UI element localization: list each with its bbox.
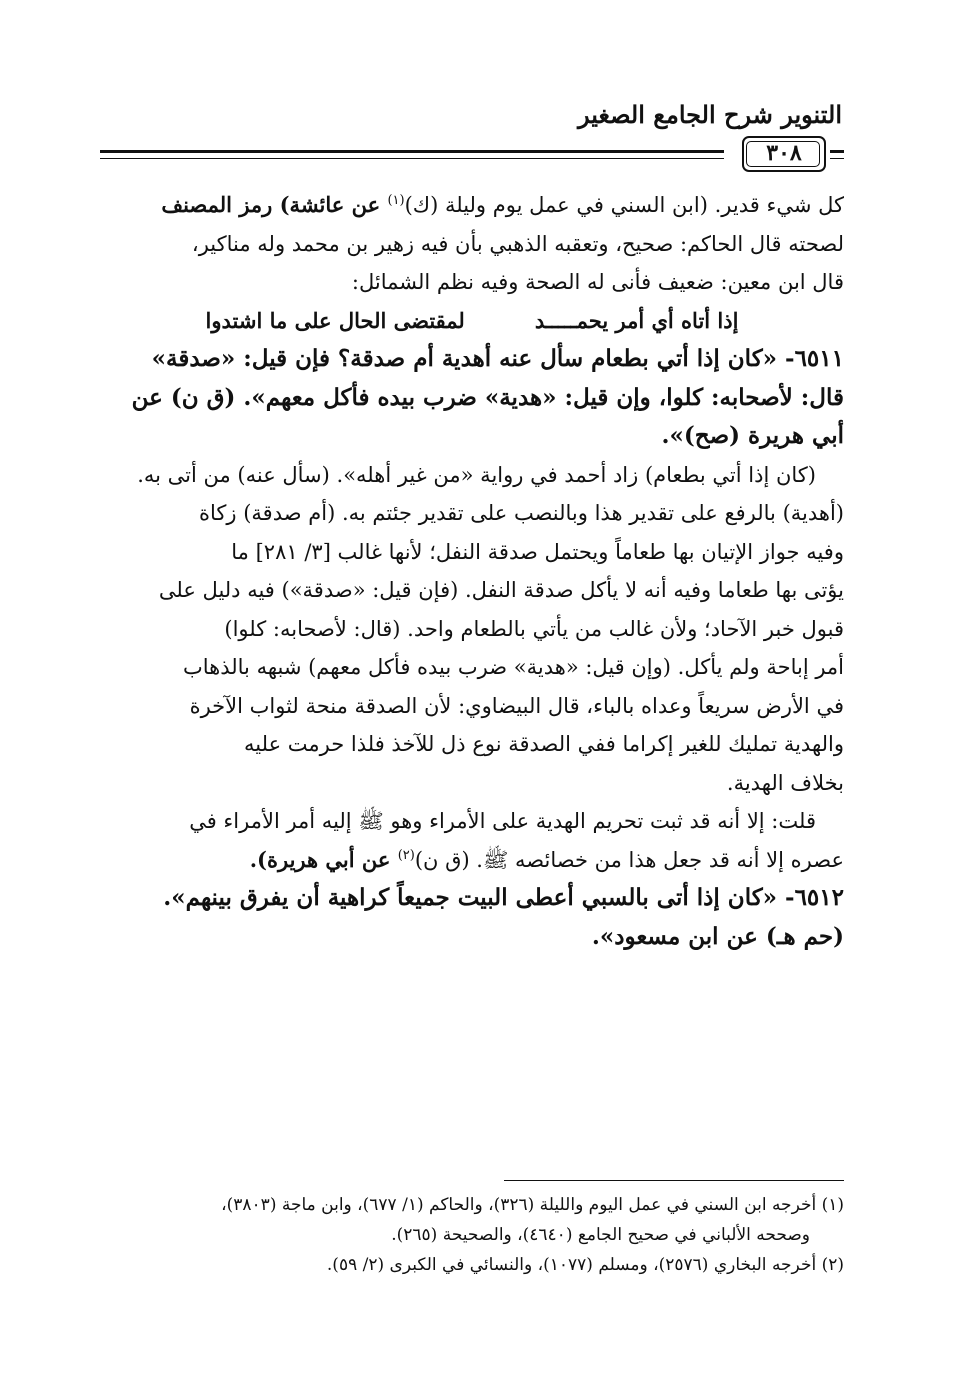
header-double-line bbox=[100, 150, 724, 159]
hadith-6511-line3: أبي هريرة (صح)». bbox=[661, 422, 844, 449]
footnotes bbox=[100, 1190, 844, 1280]
footnote-1: (١) أخرجه ابن السني في عمل اليوم والليلة (٣٢٦)، والحاكم (١/ ٦٧٧)، وابن ماجة (٣٨٠٣)، bbox=[221, 1195, 844, 1215]
commentary-line: يؤتى بها طعاما وفيه أنه لا يأكل صدقة النفل. (فإن قيل: «صدقة») فيه دليل على bbox=[158, 578, 844, 602]
commentary-line: أمر إباحة ولم يأكل. (وإن قيل: «هدية» ضرب بيده فأكل معهم) شبهه بالذهاب bbox=[182, 655, 844, 679]
footnote-ref-1: (١) bbox=[387, 193, 405, 208]
verse-first-hemistich: إذا أتاه أي أمر يحمـــــد bbox=[534, 307, 739, 333]
hadith-6511-line2: قال: لأصحابه: كلوا، وإن قيل: «هدية» ضرب بيده فأكل معهم». (ق ن) عن bbox=[131, 383, 844, 411]
commentary-line: بخلاف الهدية. bbox=[726, 770, 844, 795]
commentary-line: (كان إذا أتي بطعام) زاد أحمد في رواية «من غير أهله». (سأل عنه) من أتى به. bbox=[137, 462, 816, 487]
header-rule-end bbox=[830, 150, 844, 159]
text-line: كل شيء قدير. (ابن السني في عمل يوم وليلة (ك)$^{(١)}$ عن عائشة) رمز المصنف bbox=[161, 192, 844, 217]
text-line: لصحته قال الحاكم: صحيح، وتعقبه الذهبي بأن فيه زهير بن محمد وله مناكير، bbox=[191, 231, 844, 256]
commentary-line: قبول خبر الآحاد؛ ولأن غالب من يأتي بالطعام واحد. (قال: لأصحابه: كلوا) bbox=[224, 616, 844, 641]
footnote-2: (٢) أخرجه البخاري (٢٥٧٦)، ومسلم (١٠٧٧)، والنسائي في الكبرى (٢/ ٥٩). bbox=[326, 1255, 844, 1275]
running-header-title: التنوير شرح الجامع الصغير bbox=[578, 100, 842, 129]
main-text bbox=[100, 186, 844, 956]
footnote-separator bbox=[504, 1180, 844, 1181]
verse-second-hemistich: لمقتضى الحال على ما اشتدوا bbox=[205, 307, 465, 333]
footnote-ref-2: (٢) bbox=[397, 847, 415, 863]
hadith-6512: ٦٥١٢- «كان إذا أتى بالسبي أعطى البيت جميعاً كراهية أن يفرق بينهم». bbox=[163, 884, 844, 911]
commentary-line: في الأرض سريعاً وعداه بالباء، قال البيضاوي: لأن الصدقة منحة لثواب الآخرة bbox=[189, 693, 844, 718]
header-rule bbox=[100, 134, 844, 174]
text-line: قال ابن معين: ضعيف فأنى له الصحة وفيه نظم الشمائل: bbox=[351, 270, 844, 294]
commentary-line: والهدية تمليك للغير إكراما ففي الصدقة نوع ذل للآخذ فلذا حرمت عليه bbox=[244, 732, 844, 756]
hadith-6511: ٦٥١١- «كان إذا أتي بطعام سأل عنه أهدية أم صدقة؟ فإن قيل: «صدقة» bbox=[151, 345, 844, 372]
footnote-1-continued: وصححه الألباني في صحيح الجامع (٤٦٤٠)، والصحيحة (٢٦٥). bbox=[391, 1225, 810, 1245]
commentary-line: قلت: إلا أنه قد ثبت تحريم الهدية على الأمراء وهو ﷺ إليه أمر الأمراء في bbox=[189, 809, 816, 833]
commentary-line: (أهدية) بالرفع على تقدير هذا وبالنصب على تقدير جئتم به. (أم صدقة) زكاة bbox=[199, 501, 844, 525]
commentary-line: وفيه جواز الإتيان بها طعاماً ويحتمل صدقة النفل؛ لأنها غالب [٣/ ٢٨١] ما bbox=[231, 539, 844, 564]
poem-verse bbox=[100, 302, 844, 341]
page-number: ٣٠٨ bbox=[742, 136, 826, 172]
commentary-line: عصره إلا أنه قد جعل هذا من خصائصه ﷺ. (ق ن)$^{(٢)}$ عن أبي هريرة). bbox=[249, 846, 844, 872]
hadith-6512-line2: (حم هـ) عن ابن مسعود». bbox=[591, 922, 844, 950]
